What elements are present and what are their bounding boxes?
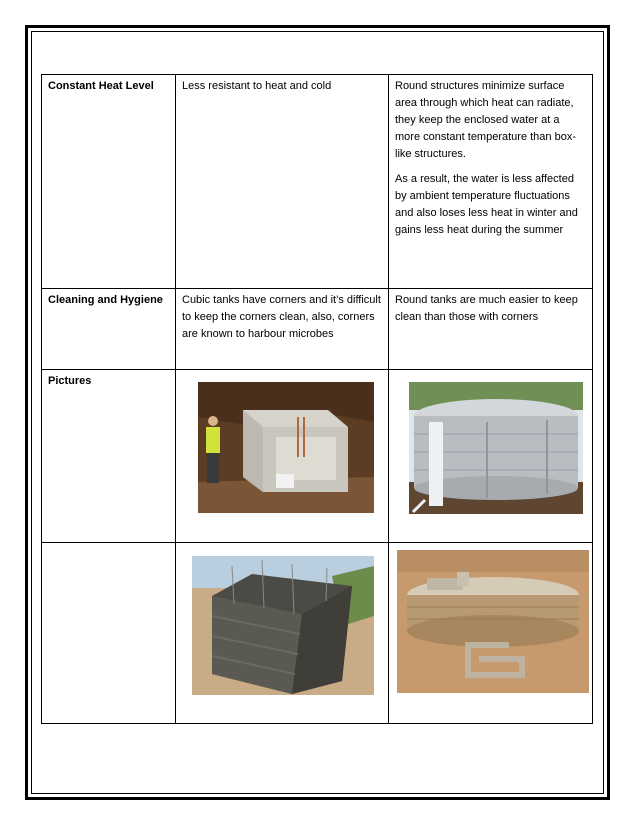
table-row-cleaning — [42, 289, 593, 370]
round-steel-tank-photo — [409, 382, 583, 514]
table-row-pictures-2 — [42, 543, 593, 724]
row-label-heat: Constant Heat Level — [42, 75, 176, 289]
cubic-picture-cell-2 — [176, 543, 389, 724]
round-heat-paragraph-1: Round structures minimize surface area through which heat can radiate, they keep the enclosed water at a more constant temperature than box-like structures. — [395, 80, 576, 160]
round-stone-tank-photo — [397, 550, 589, 693]
round-picture-cell-1 — [389, 370, 593, 543]
cubic-picture-cell-1 — [176, 370, 389, 543]
cubic-tank-construction-photo — [198, 382, 374, 513]
comparison-table — [41, 74, 593, 724]
row-label-empty — [42, 543, 176, 724]
row-label-cleaning: Cleaning and Hygiene — [42, 289, 176, 370]
round-heat-text — [389, 75, 593, 289]
round-picture-cell-2 — [389, 543, 593, 724]
round-cleaning-paragraph: Round tanks are much easier to keep clean than those with corners — [395, 294, 578, 323]
cubic-heat-text: Less resistant to heat and cold — [176, 75, 389, 289]
row-label-pictures: Pictures — [42, 370, 176, 543]
cubic-cleaning-text: Cubic tanks have corners and it’s difficult to keep the corners clean, also, corners are known to harbour microbes — [176, 289, 389, 370]
table-row-pictures — [42, 370, 593, 543]
round-cleaning-text — [389, 289, 593, 370]
cubic-block-tank-photo — [192, 556, 374, 695]
round-heat-paragraph-2: As a result, the water is less affected by ambient temperature fluctuations and also loses less heat in winter and gains less heat during the summer — [395, 173, 578, 236]
table-row-heat — [42, 75, 593, 289]
